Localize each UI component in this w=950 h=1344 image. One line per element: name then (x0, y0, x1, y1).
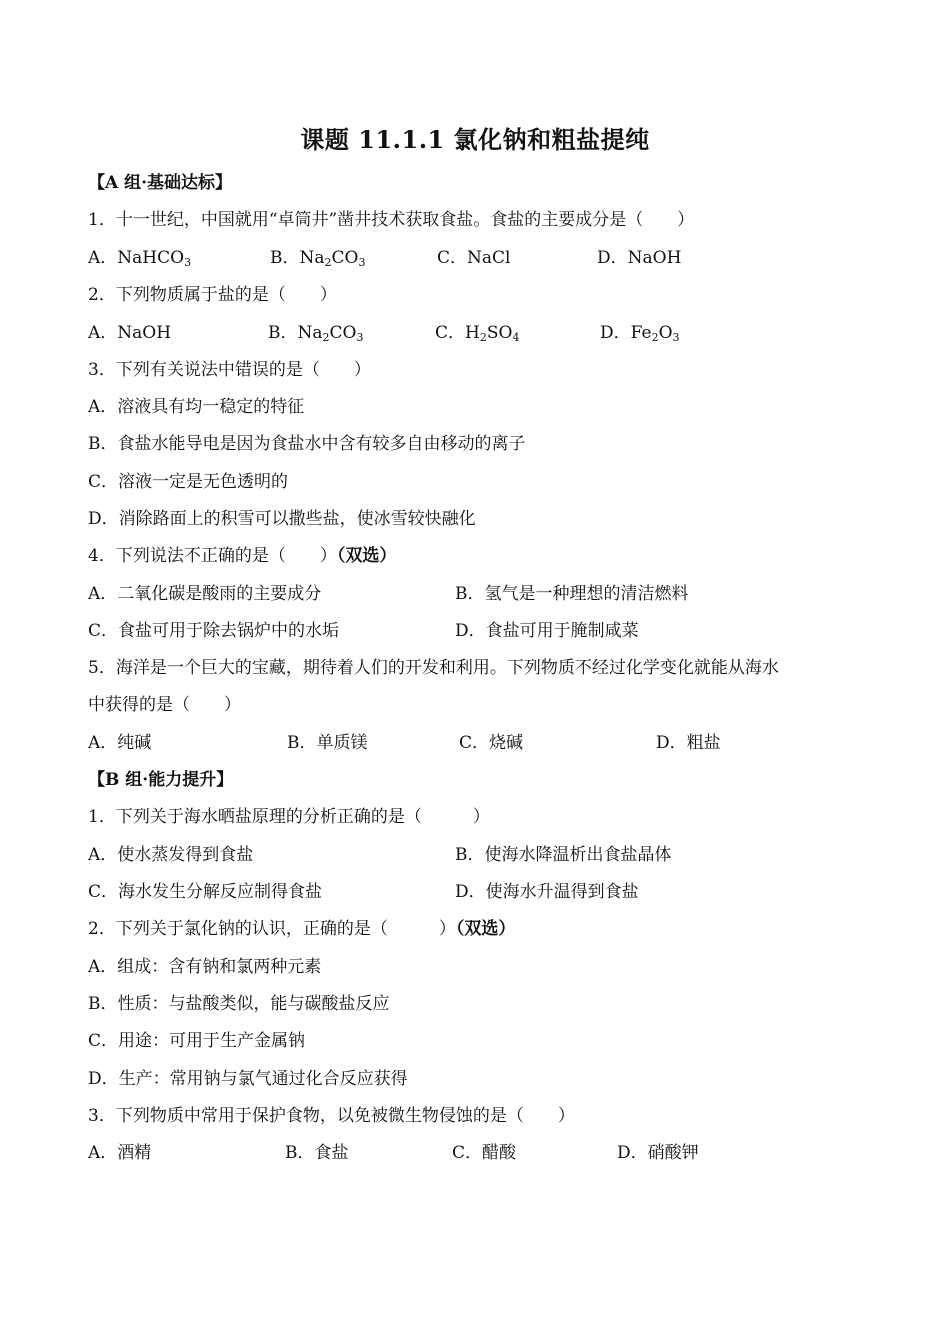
a-q5-text-line2: 中获得的是（ ） (88, 695, 241, 715)
b-q1-option-d: D．使海水升温得到食盐 (455, 882, 639, 902)
b-q2-option-d: D．生产：常用钠与氯气通过化合反应获得 (88, 1069, 408, 1089)
a-q4-text: 4．下列说法不正确的是（ ）（双选） (88, 546, 397, 566)
a-q5-option-b: B．单质镁 (287, 733, 368, 753)
b-q3-option-a: A．酒精 (88, 1143, 152, 1163)
a-q2-option-c: C．$H_2SO_4$ (435, 323, 520, 344)
a-q3-option-b: B．食盐水能导电是因为食盐水中含有较多自由移动的离子 (88, 434, 526, 454)
a-q4-option-b: B．氢气是一种理想的清洁燃料 (455, 584, 689, 604)
a-q4-double-choice-tag: （双选） (336, 546, 397, 566)
a-q5-option-a: A．纯碱 (88, 733, 152, 753)
a-q3-option-d: D．消除路面上的积雪可以撒些盐，使冰雪较快融化 (88, 509, 476, 529)
b-q1-option-a: A．使水蒸发得到食盐 (88, 845, 254, 865)
b-q1-option-c: C．海水发生分解反应制得食盐 (88, 882, 323, 902)
page-title: 课题 11.1.1 氯化钠和粗盐提纯 (300, 125, 650, 154)
a-q2-option-d: D．$Fe_2O_3$ (600, 323, 680, 344)
a-q1-option-d: D．NaOH (597, 248, 682, 268)
a-q4-option-d: D．食盐可用于腌制咸菜 (455, 621, 639, 641)
a-q5-text-line1: 5．海洋是一个巨大的宝藏，期待着人们的开发和利用。下列物质不经过化学变化就能从海水 (88, 658, 779, 678)
b-q2-option-b: B．性质：与盐酸类似，能与碳酸盐反应 (88, 994, 390, 1014)
a-q1-text: 1．十一世纪，中国就用“卓筒井”凿井技术获取食盐。食盐的主要成分是（ ） (88, 210, 695, 230)
a-q4-option-c: C．食盐可用于除去锅炉中的水垢 (88, 621, 340, 641)
a-q2-option-b: B．$Na_2CO_3$ (268, 323, 364, 344)
a-q5-option-d: D．粗盐 (656, 733, 721, 753)
b-q2-text: 2．下列关于氯化钠的认识，正确的是（ ）（双选） (88, 919, 516, 939)
b-q2-double-choice-tag: （双选） (455, 919, 516, 939)
a-q2-text: 2．下列物质属于盐的是（ ） (88, 285, 337, 305)
a-q2-option-a: A．NaOH (88, 323, 172, 343)
a-q5-option-c: C．烧碱 (459, 733, 524, 753)
b-q1-option-b: B．使海水降温析出食盐晶体 (455, 845, 672, 865)
b-q2-option-c: C．用途：可用于生产金属钠 (88, 1031, 306, 1051)
a-q3-text: 3．下列有关说法中错误的是（ ） (88, 360, 371, 380)
b-q2-option-a: A．组成：含有钠和氯两种元素 (88, 957, 322, 977)
b-q3-option-d: D．硝酸钾 (617, 1143, 699, 1163)
a-q3-option-c: C．溶液一定是无色透明的 (88, 472, 289, 492)
a-q1-option-c: C．NaCl (437, 248, 511, 268)
b-q1-text: 1．下列关于海水晒盐原理的分析正确的是（ ） (88, 807, 490, 827)
b-q3-text: 3．下列物质中常用于保护食物，以免被微生物侵蚀的是（ ） (88, 1106, 575, 1126)
a-q4-option-a: A．二氧化碳是酸雨的主要成分 (88, 584, 322, 604)
a-q1-option-b: B．$Na_2CO_3$ (270, 248, 366, 269)
b-q3-option-b: B．食盐 (285, 1143, 349, 1163)
a-q1-option-a: A．NaHCO$_3$ (88, 248, 192, 269)
a-q3-option-a: A．溶液具有均一稳定的特征 (88, 397, 305, 417)
section-a-heading: 【A 组·基础达标】 (88, 173, 233, 193)
b-q3-option-c: C．醋酸 (452, 1143, 517, 1163)
section-b-heading: 【B 组·能力提升】 (88, 770, 234, 790)
